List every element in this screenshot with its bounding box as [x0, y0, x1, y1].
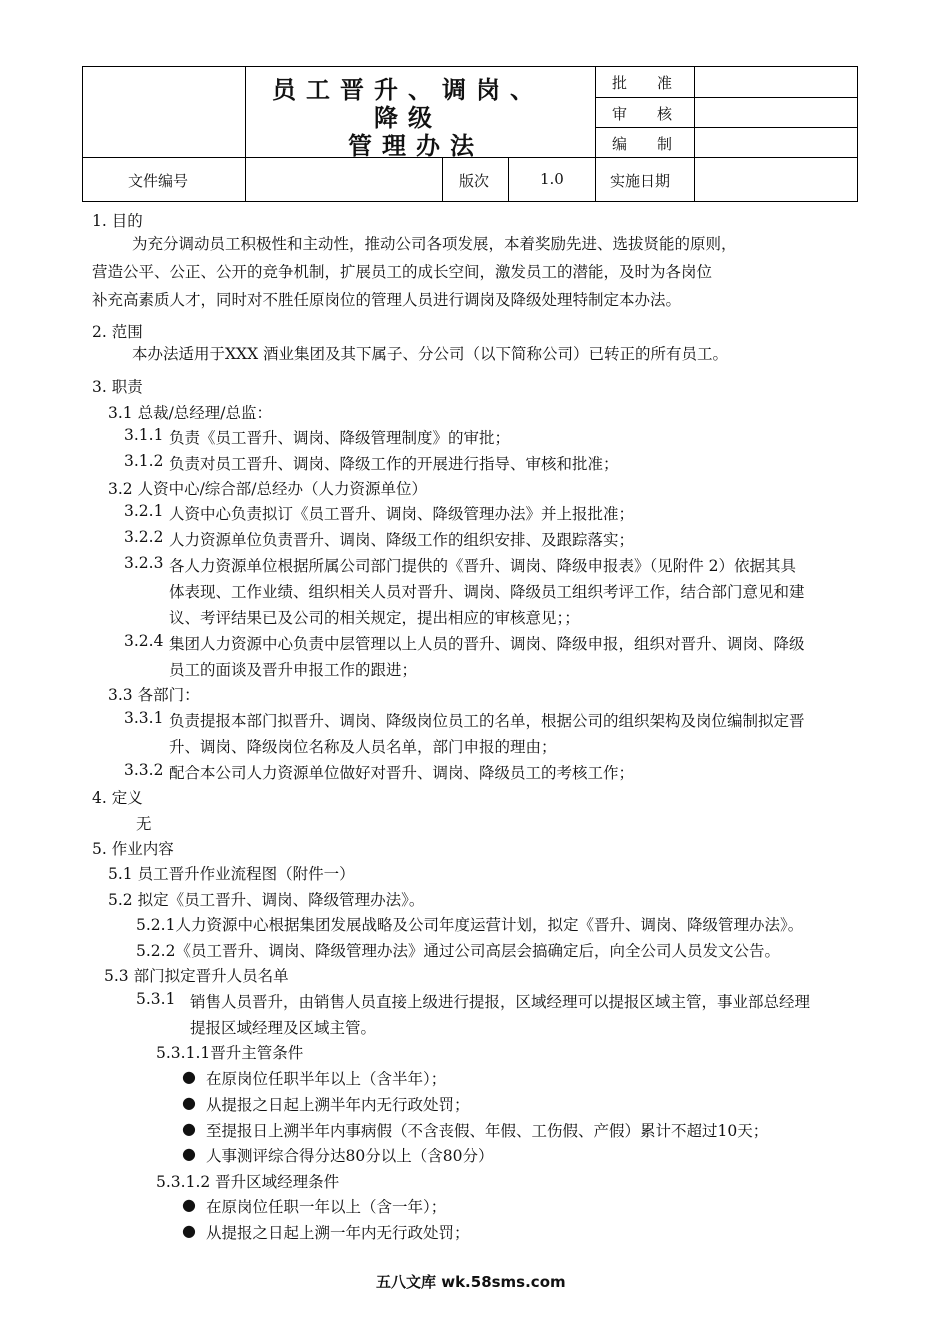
section-5-3-1-2: 5.3.1.2 晋升区域经理条件 [156, 1173, 340, 1191]
section-3-1-2-number: 3.1.2 [124, 452, 164, 470]
section-5-3-1-line-2: 提报区域经理及区域主管。 [190, 1019, 377, 1037]
section-3-2-3-line-2: 体表现、工作业绩、组织相关人员对晋升、调岗、降级员工组织考评工作，结合部门意见和建 [169, 583, 805, 601]
section-5-3-1-line-1: 销售人员晋升，由销售人员直接上级进行提报，区域经理可以提报区域主管，事业部总经理 [190, 993, 811, 1011]
section-3-1-1-number: 3.1.1 [124, 426, 164, 444]
doc-no-label: 文件编号 [128, 172, 189, 190]
section-3-2-4-line-2: 员工的面谈及晋升申报工作的跟进； [169, 661, 418, 679]
section-3-3-2-number: 3.3.2 [124, 761, 164, 779]
bullet-icon: ● [182, 1093, 196, 1112]
table-line [694, 66, 695, 202]
effective-date-label: 实施日期 [610, 172, 671, 190]
approve-label: 批 准 [612, 74, 673, 92]
table-line [442, 157, 443, 202]
bullet-icon: ● [182, 1144, 196, 1163]
section-5-2-2: 5.2.2《员工晋升、调岗、降级管理办法》通过公司高层会搞确定后，向全公司人员发文公告。 [136, 942, 780, 960]
purpose-line-3: 补充高素质人才，同时对不胜任原岗位的管理人员进行调岗及降级处理特制定本办法。 [92, 291, 682, 309]
section-5-1: 5.1 员工晋升作业流程图（附件一） [108, 865, 355, 883]
section-3-2-2-number: 3.2.2 [124, 528, 164, 546]
condition-item: 从提报之日起上溯一年内无行政处罚； [206, 1224, 470, 1242]
section-3-3: 3.3 各部门： [108, 686, 200, 704]
doc-title-line-2: 降级 [374, 104, 442, 132]
section-5-title: 5. 作业内容 [92, 840, 174, 858]
section-3-1-1: 负责《员工晋升、调岗、降级管理制度》的审批； [169, 429, 511, 447]
condition-item: 在原岗位任职一年以上（含一年）； [206, 1198, 447, 1216]
section-3-2-3-line-3: 议、考评结果已及公司的相关规定，提出相应的审核意见；； [169, 609, 580, 627]
table-line [595, 97, 858, 98]
section-3-2-1: 人资中心负责拟订《员工晋升、调岗、降级管理办法》并上报批准； [169, 505, 635, 523]
table-line [857, 66, 858, 202]
doc-title-line-1: 员工晋升、调岗、 [272, 76, 544, 104]
version-label: 版次 [459, 172, 490, 190]
section-5-3-1-1: 5.3.1.1晋升主管条件 [156, 1044, 304, 1062]
section-3-3-2: 配合本公司人力资源单位做好对晋升、调岗、降级员工的考核工作； [169, 764, 635, 782]
section-3-3-1-number: 3.3.1 [124, 709, 164, 727]
section-3-2-1-number: 3.2.1 [124, 502, 164, 520]
section-3-title: 3. 职责 [92, 378, 143, 396]
scope-line: 本办法适用于XXX 酒业集团及其下属子、分公司（以下简称公司）已转正的所有员工。 [132, 345, 729, 363]
section-3-2-4-line-1: 集团人力资源中心负责中层管理以上人员的晋升、调岗、降级申报，组织对晋升、调岗、降级 [169, 635, 805, 653]
version-value: 1.0 [540, 170, 564, 188]
table-line [595, 127, 858, 128]
section-3-2-3-line-1: 各人力资源单位根据所属公司部门提供的《晋升、调岗、降级申报表》（见附件 2）依据其具 [169, 557, 797, 575]
bullet-icon: ● [182, 1067, 196, 1086]
doc-title-line-3: 管理办法 [348, 132, 484, 160]
bullet-icon: ● [182, 1221, 196, 1240]
section-3-3-1-line-2: 升、调岗、降级岗位名称及人员名单，部门申报的理由； [169, 738, 557, 756]
footer-watermark: 五八文库 wk.58sms.com [376, 1273, 566, 1291]
section-3-1-2: 负责对员工晋升、调岗、降级工作的开展进行指导、审核和批准； [169, 455, 619, 473]
table-line [245, 66, 246, 202]
section-5-3-1-number: 5.3.1 [136, 990, 176, 1008]
table-line [595, 66, 596, 202]
section-3-1: 3.1 总裁/总经理/总监： [108, 404, 273, 422]
condition-item: 在原岗位任职半年以上（含半年）； [206, 1070, 447, 1088]
section-4-title: 4. 定义 [92, 789, 143, 807]
section-3-2-3-number: 3.2.3 [124, 554, 164, 572]
section-3-2-2: 人力资源单位负责晋升、调岗、降级工作的组织安排、及跟踪落实； [169, 531, 635, 549]
bullet-icon: ● [182, 1119, 196, 1138]
section-5-2: 5.2 拟定《员工晋升、调岗、降级管理办法》。 [108, 891, 425, 909]
section-5-3: 5.3 部门拟定晋升人员名单 [104, 967, 289, 985]
review-label: 审 核 [612, 105, 673, 123]
condition-item: 人事测评综合得分达80分以上（含80分） [206, 1147, 494, 1165]
header-table [82, 66, 858, 202]
table-line [508, 157, 509, 202]
purpose-line-2: 营造公平、公正、公开的竞争机制，扩展员工的成长空间，激发员工的潜能，及时为各岗位 [92, 263, 713, 281]
section-3-2: 3.2 人资中心/综合部/总经办（人力资源单位） [108, 480, 428, 498]
table-line [82, 66, 858, 67]
section-5-2-1: 5.2.1人力资源中心根据集团发展战略及公司年度运营计划，拟定《晋升、调岗、降级管理办法》。 [136, 916, 804, 934]
table-line [82, 66, 83, 202]
section-4-body: 无 [136, 815, 152, 833]
section-1-title: 1. 目的 [92, 212, 143, 230]
compile-label: 编 制 [612, 135, 673, 153]
condition-item: 至提报日上溯半年内事病假（不含丧假、年假、工伤假、产假）累计不超过10天； [206, 1122, 769, 1140]
section-3-3-1-line-1: 负责提报本部门拟晋升、调岗、降级岗位员工的名单，根据公司的组织架构及岗位编制拟定晋 [169, 712, 805, 730]
purpose-line-1: 为充分调动员工积极性和主动性，推动公司各项发展，本着奖励先进、选拔贤能的原则， [132, 235, 737, 253]
condition-item: 从提报之日起上溯半年内无行政处罚； [206, 1096, 470, 1114]
bullet-icon: ● [182, 1195, 196, 1214]
section-2-title: 2. 范围 [92, 323, 143, 341]
table-line [82, 201, 858, 202]
section-3-2-4-number: 3.2.4 [124, 632, 164, 650]
